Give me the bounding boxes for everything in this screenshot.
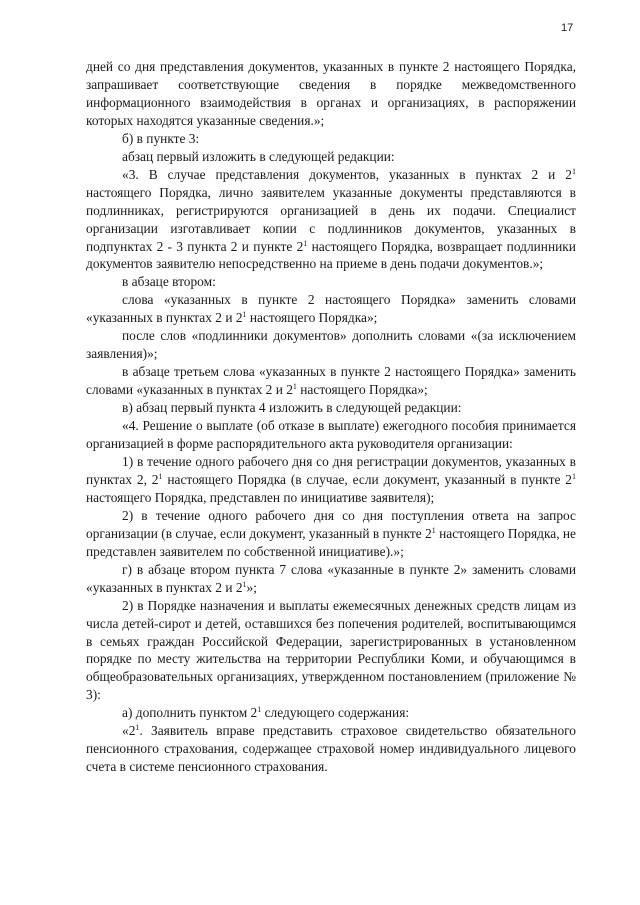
text-run: «3. В случае представления документов, указанных в пунктах 2 и 2 [122,166,572,182]
text-run: после слов «подлинники документов» дополнить словами «(за исключением заявления)»; [86,328,576,362]
paragraph [86,453,576,507]
text-run: »; [246,579,257,595]
superscript: 1 [242,310,247,320]
paragraph [86,561,576,597]
superscript: 1 [158,471,163,481]
text-run: а) дополнить пунктом 2 [122,705,258,721]
paragraph [86,291,576,327]
text-run: настоящего Порядка»; [246,310,378,326]
document-body [86,58,576,776]
text-run: дней со дня представления документов, указанных в пункте 2 настоящего Порядка, запрашивает соответствующие сведения в порядке межведомственного информационного взаимодействия в органах и организациях, в распоряжении которых находятся указанные сведения.»; [86,59,576,128]
text-run: «4. Решение о выплате (об отказе в выплате) ежегодного пособия принимается организацией в форме распорядительного акта руководителя организации: [86,418,576,452]
text-run: настоящего Порядка, представлен по инициативе заявителя); [86,489,435,505]
superscript: 1 [292,382,297,392]
paragraph [86,363,576,399]
superscript: 1 [572,166,576,176]
text-run: «2 [122,723,136,739]
superscript: 1 [431,525,436,535]
paragraph [86,130,576,148]
superscript: 1 [135,723,140,733]
paragraph [86,399,576,417]
page-number: 17 [561,22,574,34]
text-run: 1) в течение одного рабочего дня со дня регистрации документов, указанных в пунктах 2, 2 [86,453,576,487]
text-run: в) абзац первый пункта 4 изложить в следующей редакции: [122,400,462,416]
superscript: 1 [572,471,576,481]
text-run: слова «указанных в пункте 2 настоящего Порядка» заменить словами «указанных в пунктах 2 и 2 [86,292,576,326]
paragraph [86,166,576,274]
text-run: настоящего Порядка, лично заявителем указанные документы представляются в подлинниках, регистрируются организацией в день их подачи. Специалист организации изготавливает копии с подлинников документов, указанных в подпунктах 2 - 3 пункта 2 и пункте 2 [86,184,576,254]
text-run: . Заявитель вправе представить страховое свидетельство обязательного пенсионного страхования, содержащее страховой номер индивидуального лицевого счета в системе пенсионного страхования. [86,723,576,775]
paragraph [86,507,576,561]
text-run: абзац первый изложить в следующей редакции: [122,148,395,164]
text-run: настоящего Порядка (в случае, если документ, указанный в пункте 2 [162,471,572,487]
paragraph [86,722,576,776]
text-run: в абзаце третьем слова «указанных в пункте 2 настоящего Порядка» заменить словами «указанных в пунктах 2 и 2 [86,364,576,398]
paragraph [86,417,576,453]
paragraph [86,58,576,130]
paragraph [86,704,576,722]
text-run: б) в пункте 3: [122,130,200,146]
paragraph [86,597,576,705]
text-run: г) в абзаце втором пункта 7 слова «указанные в пункте 2» заменить словами «указанных в пунктах 2 и 2 [86,561,576,595]
text-run: настоящего Порядка»; [296,382,428,398]
paragraph [86,327,576,363]
text-run: 2) в Порядке назначения и выплаты ежемесячных денежных средств лицам из числа детей-сирот и детей, оставшихся без попечения родителей, воспитывающимся в семьях граждан Российской Федерации, зарегистрированных в установленном порядке по месту жительства на территории Республики Коми, и обучающимся в общеобразовательных организациях, утвержденном постановлением (приложение № 3): [86,597,576,703]
paragraph [86,148,576,166]
superscript: 1 [303,238,308,248]
superscript: 1 [257,705,262,715]
text-run: следующего содержания: [261,705,410,721]
text-run: настоящего Порядка, возвращает подлинники документов заявителю непосредственно на приеме в день подачи документов.»; [86,238,576,272]
text-run: 2) в течение одного рабочего дня со дня поступления ответа на запрос организации (в случае, если документ, указанный в пункте 2 [86,507,576,541]
text-run: в абзаце втором: [122,274,216,290]
text-run: настоящего Порядка, не представлен заявителем по собственной инициативе).»; [86,525,576,559]
paragraph [86,273,576,291]
superscript: 1 [242,579,247,589]
